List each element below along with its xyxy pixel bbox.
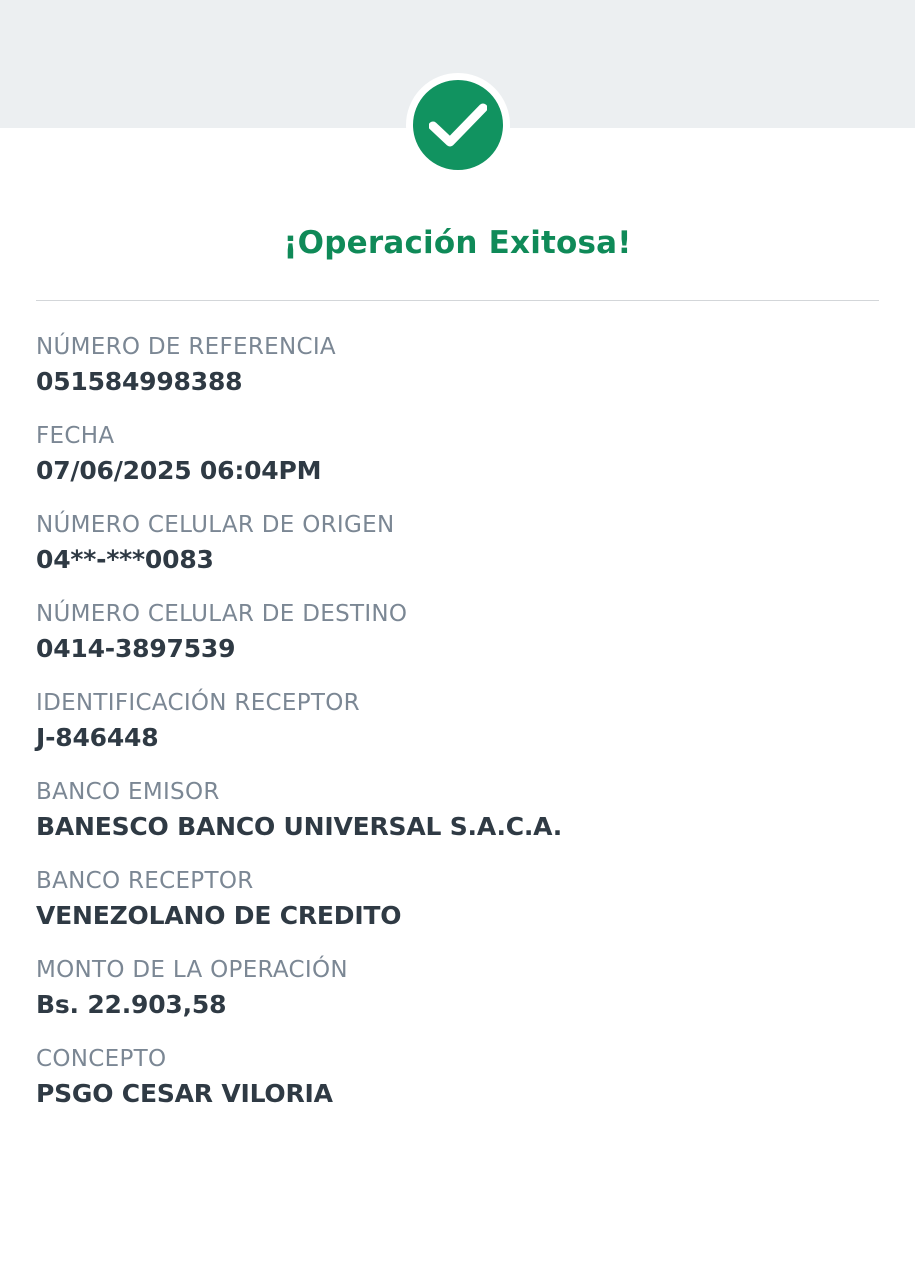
field-label: IDENTIFICACIÓN RECEPTOR	[36, 690, 360, 716]
list-item	[36, 510, 879, 577]
field-label: BANCO EMISOR	[36, 779, 220, 805]
field-value: PSGO CESAR VILORIA	[36, 1079, 333, 1108]
list-item	[36, 332, 879, 399]
list-item	[36, 955, 879, 1022]
field-value: J-846448	[36, 723, 159, 752]
field-label: NÚMERO DE REFERENCIA	[36, 334, 336, 360]
field-value: 07/06/2025 06:04PM	[36, 456, 322, 485]
page-title: ¡Operación Exitosa!	[283, 225, 632, 261]
field-value: VENEZOLANO DE CREDITO	[36, 901, 402, 930]
field-label: NÚMERO CELULAR DE DESTINO	[36, 601, 408, 627]
list-item	[36, 866, 879, 933]
field-value: BANESCO BANCO UNIVERSAL S.A.C.A.	[36, 812, 563, 841]
field-value: 051584998388	[36, 367, 243, 396]
field-label: CONCEPTO	[36, 1046, 167, 1072]
divider	[36, 300, 879, 301]
list-item	[36, 1044, 879, 1111]
field-value: 0414-3897539	[36, 634, 236, 663]
field-label: BANCO RECEPTOR	[36, 868, 254, 894]
list-item	[36, 599, 879, 666]
field-label: NÚMERO CELULAR DE ORIGEN	[36, 512, 395, 538]
list-item	[36, 688, 879, 755]
check-circle-icon	[406, 73, 510, 177]
field-label: FECHA	[36, 423, 115, 449]
list-item	[36, 421, 879, 488]
field-label: MONTO DE LA OPERACIÓN	[36, 957, 348, 983]
field-value: Bs. 22.903,58	[36, 990, 227, 1019]
receipt-details-list	[36, 332, 879, 1111]
list-item	[36, 777, 879, 844]
field-value: 04**-***0083	[36, 545, 214, 574]
